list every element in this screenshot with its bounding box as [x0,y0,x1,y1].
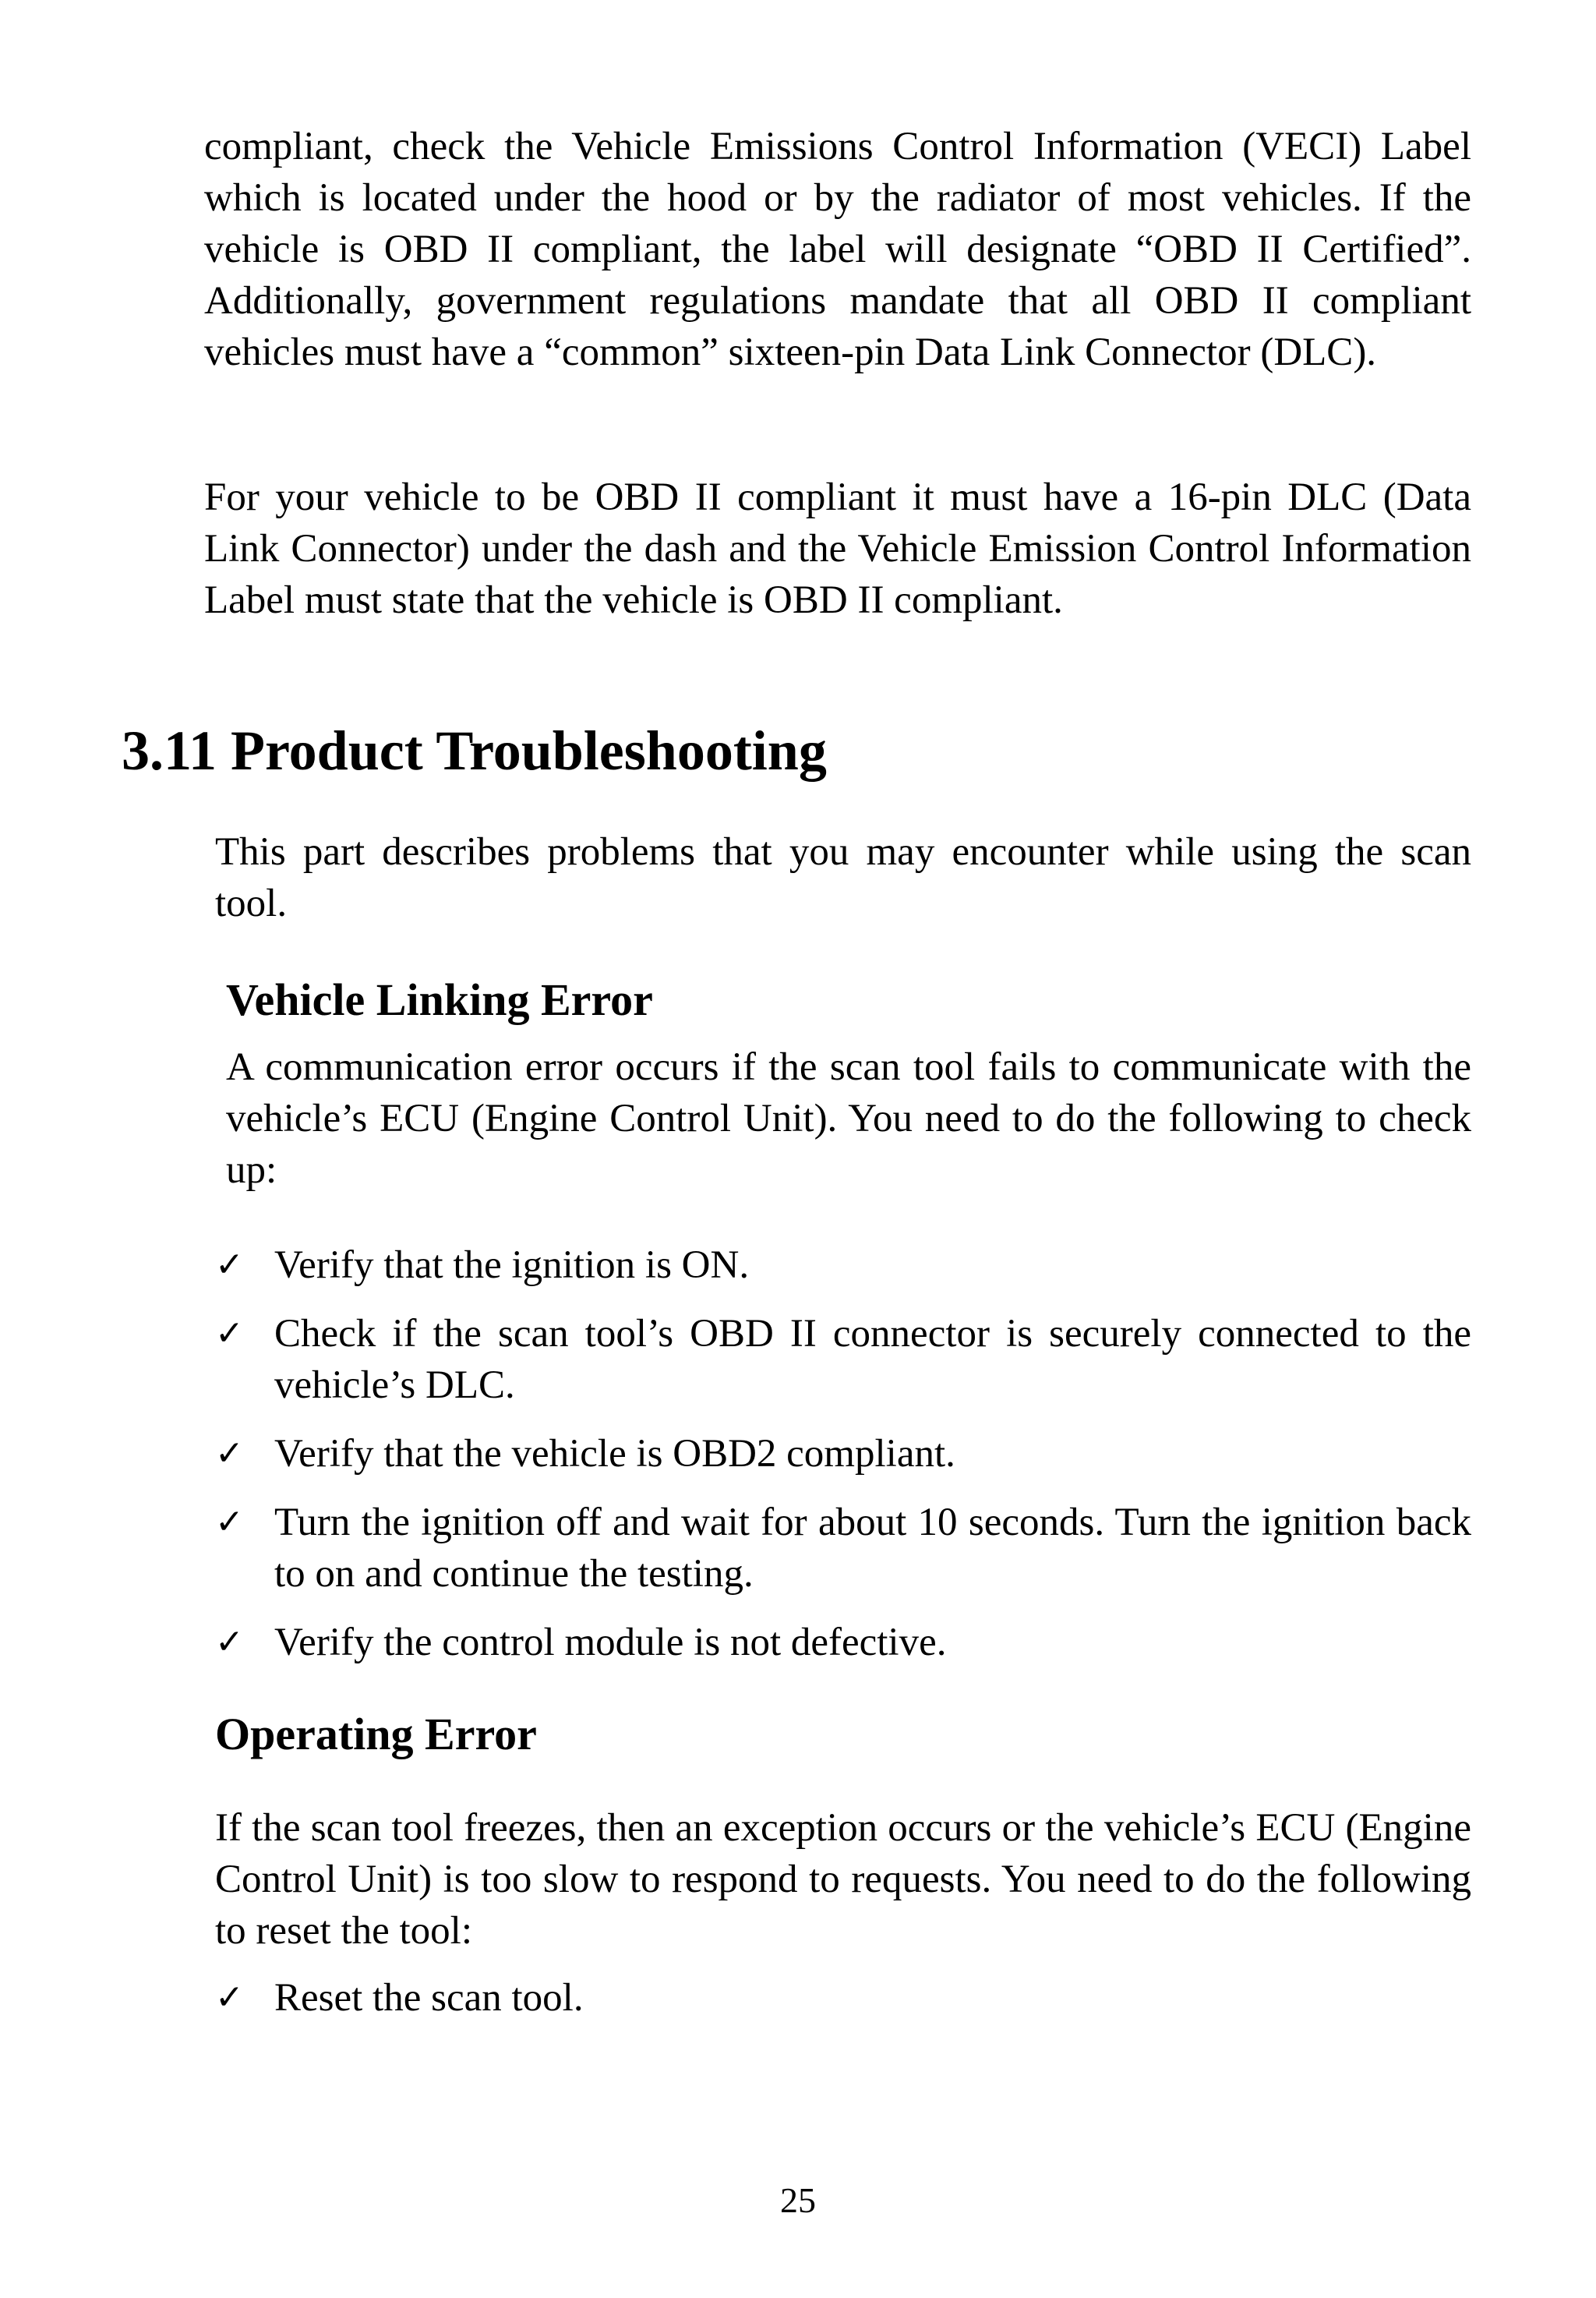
paragraph-section-intro: This part describes problems that you may encounter while using the scan tool. [215,830,1471,925]
paragraph-operating-error: If the scan tool freezes, then an exception occurs or the vehicle’s ECU (Engine Control Unit) is too slow to respond to requests. You need to do the following to reset the tool: [215,1806,1471,1953]
subheading-vehicle-linking-error: Vehicle Linking Error [226,974,653,1025]
checklist-item [215,1497,1471,1600]
check-mark-icon: ✓ [215,1502,244,1542]
checklist-item [215,1239,1471,1291]
checklist-item [215,1308,1471,1411]
checklist-item-text: Check if the scan tool’s OBD II connector is securely connected to the vehicle’s DLC. [274,1312,1471,1407]
paragraph-communication-error: A communication error occurs if the scan tool fails to communicate with the vehicle’s ECU (Engine Control Unit). You need to do the following to check up: [226,1045,1471,1192]
checklist-item-text: Reset the scan tool. [274,1976,584,2020]
checklist-item-text: Verify the control module is not defective. [274,1621,947,1664]
check-mark-icon: ✓ [215,1434,244,1473]
check-mark-icon: ✓ [215,1622,244,1662]
checklist-item-text: Verify that the ignition is ON. [274,1243,750,1287]
checklist-item-text: Turn the ignition off and wait for about 10 seconds. Turn the ignition back to on and continue the testing. [274,1501,1471,1596]
subheading-operating-error: Operating Error [215,1709,537,1759]
page-number: 25 [780,2180,816,2220]
linking-error-checklist [215,1239,1471,1685]
section-heading: 3.11 Product Troubleshooting [122,719,827,782]
check-mark-icon: ✓ [215,1978,244,2017]
checklist-item [215,1972,1471,2024]
checklist-item-text: Verify that the vehicle is OBD2 compliant. [274,1432,955,1476]
checklist-item [215,1428,1471,1480]
check-mark-icon: ✓ [215,1313,244,1353]
paragraph-veci-label: compliant, check the Vehicle Emissions Control Information (VECI) Label which is located under the hood or by the radiator of most vehicles. If the vehicle is OBD II compliant, the label will designate “OBD II Certified”. Additionally, government regulations mandate that all OBD II compliant vehicles must have a “common” sixteen-pin Data Link Connector (DLC). [204,125,1471,374]
paragraph-dlc-requirement: For your vehicle to be OBD II compliant it must have a 16-pin DLC (Data Link Connector) under the dash and the Vehicle Emission Control Information Label must state that the vehicle is OBD II compliant. [204,476,1471,622]
checklist-item [215,1617,1471,1668]
operating-error-checklist [215,1972,1471,2041]
check-mark-icon: ✓ [215,1245,244,1285]
